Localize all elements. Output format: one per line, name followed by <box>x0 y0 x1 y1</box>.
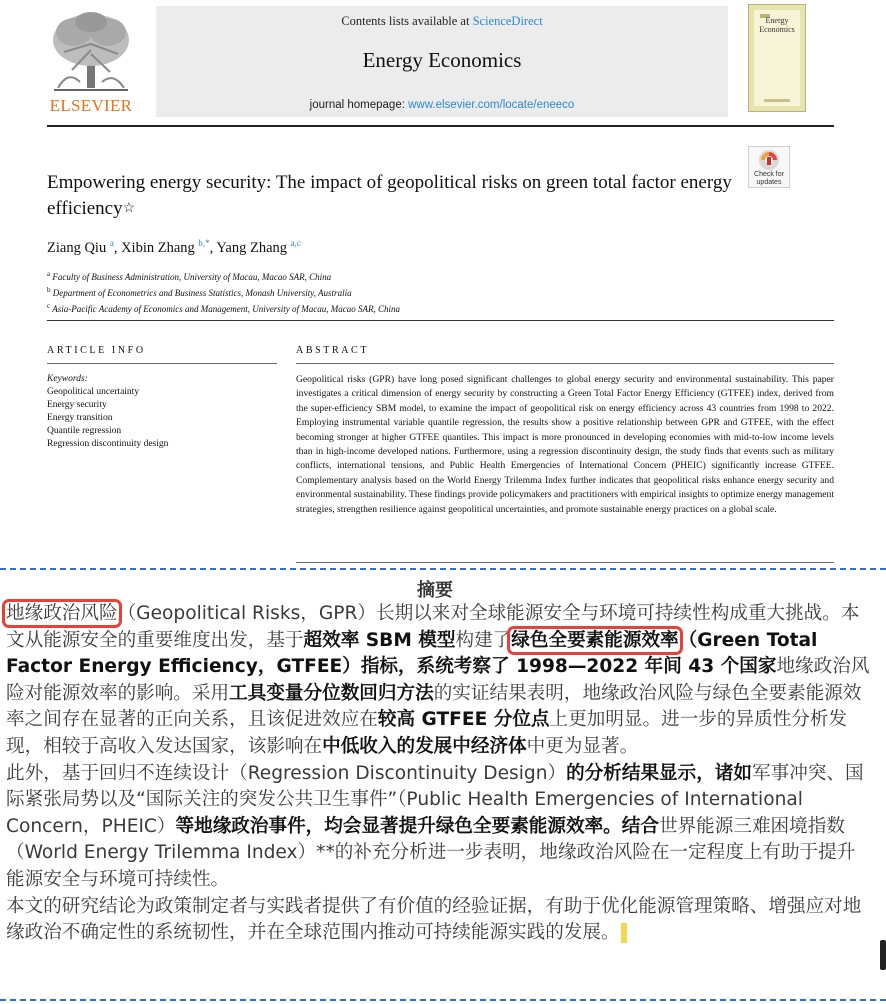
affiliation-mark: a <box>47 270 51 278</box>
keyword-item: Energy security <box>47 400 107 410</box>
check-for-updates-button[interactable] <box>748 146 790 188</box>
cover-footer-mark <box>764 99 790 102</box>
author-affiliation-mark[interactable]: b,* <box>198 238 210 248</box>
translation-text: 此外，基于回归不连续设计（Regression Discontinuity Design） <box>6 762 567 784</box>
affiliation-mark: b <box>47 286 51 294</box>
keyword-item: Quantile regression <box>47 426 122 436</box>
abstract-rule <box>296 363 834 364</box>
journal-banner <box>156 6 728 117</box>
contents-line <box>156 14 728 29</box>
emphasized-text: 等地缘政治事件，均会显著提升绿色全要素能源效率。结合 <box>175 815 659 837</box>
cover-page <box>754 10 800 106</box>
keywords-block <box>47 373 168 451</box>
emphasized-text: （Green Total Factor Energy Efficiency，GTFEE）指标，系统考察了 1998—2022 年间 43 个国家 <box>6 629 818 678</box>
translation-text: 构建了 <box>455 629 512 651</box>
emphasized-text: 中低收入的发展中经济体 <box>322 735 527 757</box>
translation-text: （Geopolitical Risks，GPR）长期以来对全球能源安全与环境可持续性构成重大挑战。本文从能源安全的重要维度出发，基于 <box>6 603 860 651</box>
abstract-bottom-rule <box>296 562 834 563</box>
translation-paragraph <box>6 894 870 947</box>
author-affiliation-mark[interactable]: a,c <box>290 238 301 248</box>
translation-bottom-border <box>0 999 886 1001</box>
translation-top-border <box>0 568 886 570</box>
author-name[interactable]: Ziang Qiu <box>47 239 107 256</box>
keyword-item: Regression discontinuity design <box>47 439 169 449</box>
translation-text: 军事冲突、国际紧张局势以及“国际关注的突发公共卫生事件”（Public Health Emergencies of International Concern，PHEIC） <box>6 762 864 837</box>
emphasized-text: 的分析结果显示，诸如 <box>566 762 753 784</box>
keyword-item: Energy transition <box>47 413 113 423</box>
affiliation-item <box>47 284 400 300</box>
emphasized-text: 超效率 SBM 模型 <box>303 629 456 651</box>
paper-title-text: Empowering energy security: The impact of geopolitical risks on green total factor energy efficiency <box>47 172 732 219</box>
journal-title: Energy Economics <box>362 48 522 72</box>
keywords-label: Keywords: <box>47 374 88 384</box>
article-info-rule <box>47 363 277 364</box>
homepage-prefix: journal homepage: <box>309 99 409 111</box>
emphasized-text: 较高 GTFEE 分位点 <box>377 709 550 731</box>
author-list: Ziang Qiu $^a$, Xibin Zhang $^{b,*}$, Yang Zhang $^{a,c}$ <box>47 238 301 256</box>
article-info-heading: ARTICLE INFO <box>47 345 146 356</box>
affiliation-item <box>47 300 400 316</box>
paper-title <box>47 170 747 222</box>
contents-prefix: Contents lists available at <box>341 14 473 28</box>
elsevier-logo[interactable] <box>44 10 138 118</box>
section-divider <box>47 320 834 321</box>
publisher-name: ELSEVIER <box>49 96 133 115</box>
translation-text: 的实证结果表明，地缘政治风险与绿色全要素能源效率之间存在显著的正向关系，且该促进效应在 <box>6 682 862 731</box>
homepage-link[interactable]: www.elsevier.com/locate/eneeco <box>408 99 575 111</box>
affiliation-list <box>47 268 400 316</box>
cover-title: Energy Economics <box>759 16 795 34</box>
title-footnote-star[interactable]: ☆ <box>122 201 136 216</box>
homepage-line <box>156 99 728 111</box>
journal-cover-thumbnail[interactable] <box>748 4 806 112</box>
affiliation-text: Faculty of Business Administration, University of Macau, Macao SAR, China <box>52 272 332 282</box>
check-updates-icon <box>758 149 780 171</box>
header-divider <box>47 125 834 127</box>
translation-text: 本文的研究结论为政策制定者与实践者提供了有价值的经验证据，有助于优化能源管理策略、增强应对地缘政治不确定性的系统韧性，并在全球范围内推动可持续能源实践的发展。 <box>6 895 862 944</box>
translation-text: 地缘政治风险对能源效率的影响。采用 <box>6 656 870 704</box>
translation-heading: 摘要 <box>417 580 453 601</box>
affiliation-item <box>47 268 400 284</box>
check-updates-label: Check for updates <box>754 171 784 186</box>
translation-body[interactable] <box>6 601 870 947</box>
affiliation-text: Department of Econometrics and Business Statistics, Monash University, Australia <box>52 288 352 298</box>
author-name[interactable]: Xibin Zhang <box>121 239 195 256</box>
translation-paragraph <box>6 601 870 761</box>
translation-text: 中更为显著。 <box>526 735 639 757</box>
affiliation-mark: c <box>47 302 51 310</box>
author-name[interactable]: Yang Zhang <box>216 239 287 256</box>
abstract-heading: ABSTRACT <box>296 345 370 356</box>
highlighted-term: 地缘政治风险 <box>6 603 118 624</box>
journal-header <box>0 0 886 130</box>
affiliation-text: Asia-Pacific Academy of Economics and Management, University of Macau, Macao SAR, China <box>52 304 400 314</box>
sciencedirect-link[interactable]: ScienceDirect <box>472 14 543 28</box>
translation-paragraph <box>6 761 870 894</box>
translation-text: 世界能源三难困境指数（World Energy Trilemma Index）**的补充分析进一步表明，地缘政治风险在一定程度上有助于提升能源安全与环境可持续性。 <box>6 815 856 890</box>
highlighted-term: 绿色全要素能源效率 <box>511 629 679 651</box>
translation-text: 上更加明显。进一步的异质性分析发现，相较于高收入发达国家，该影响在 <box>6 709 848 757</box>
author-affiliation-mark[interactable]: a <box>109 238 114 248</box>
keyword-item: Geopolitical uncertainty <box>47 387 140 397</box>
emphasized-text: 工具变量分位数回归方法 <box>229 682 434 704</box>
abstract-body: Geopolitical risks (GPR) have long posed significant challenges to global energy security and environmental sustainability. This paper investigates a critical dimension of energy security by constructing a Green Total Factor Energy Efficiency (GTFEE) index, derived from the super-efficiency SBM model, to examine the impact of geopolitical risk on energy efficiency across 43 countries from 1998 to 2022. Employing instrumental variable quantile regression, the results show a positive relationship between GPR and GTFEE, with the effect becoming stronger at higher GTFEE quantiles. This impact is more pronounced in developing economies with mid-to-low income levels than in high-income developed nations. Furthermore, using a regression discontinuity design, the study finds that events such as military conflicts, international tensions, and Public Health Emergencies of International Concern (PHEIC) significantly increase GTFEE. Complementary analysis based on the World Energy Trilemma Index further indicates that geopolitical risks enhance energy security and environmental sustainability. These findings provide policymakers and practitioners with empirical insights to optimize energy management strategies, strengthen resilience against geopolitical uncertainties, and promote sustainable energy practices on a global scale. <box>296 374 835 515</box>
text-cursor <box>621 923 627 943</box>
scrollbar-thumb[interactable] <box>880 940 886 970</box>
elsevier-tree-icon <box>44 10 138 94</box>
